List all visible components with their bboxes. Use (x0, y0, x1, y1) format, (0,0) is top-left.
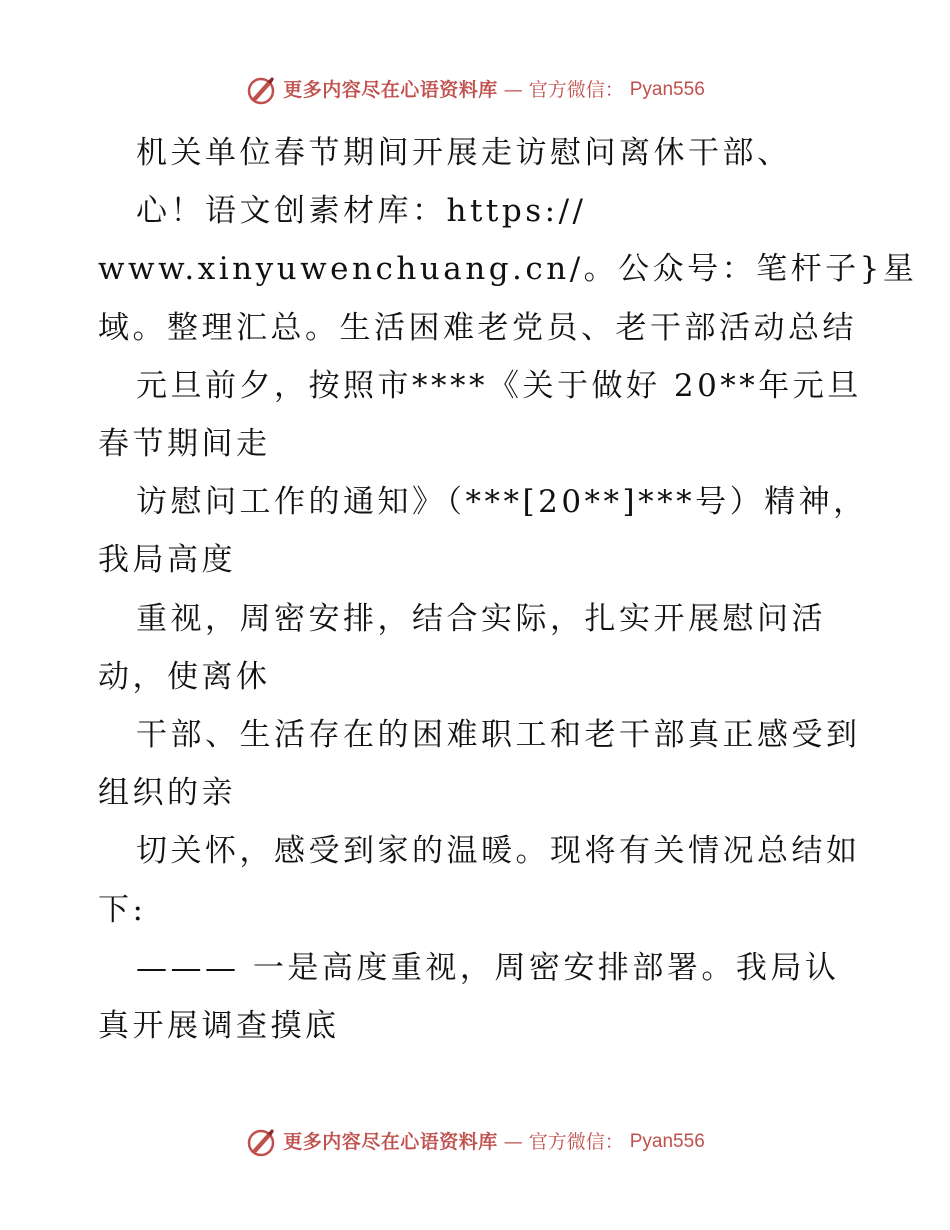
pen-logo-icon (245, 1126, 277, 1158)
text-line: 元旦前夕，按照市****《关于做好 20**年元旦 (136, 367, 862, 404)
text-line: www.xinyuwenchuang.cn/。公众号：笔杆子}星 (98, 251, 918, 288)
text-line: 切关怀，感受到家的温暖。现将有关情况总结如 (136, 833, 861, 870)
text-line: 心！语文创素材库：https:// (136, 193, 587, 230)
text-line: 真开展调查摸底 (98, 1008, 340, 1045)
watermark-sub-text: 官方微信： (528, 1131, 624, 1153)
header-watermark (0, 74, 950, 106)
text-line: 干部、生活存在的困难职工和老干部真正感受到 (136, 717, 861, 754)
watermark-sub-text: 官方微信： (528, 79, 624, 101)
watermark-dash: — (503, 1131, 523, 1153)
watermark-main-text: 更多内容尽在心语资料库 (283, 1131, 498, 1153)
text-line: 重视，周密安排，结合实际，扎实开展慰问活 (136, 600, 826, 637)
footer-watermark (0, 1126, 950, 1158)
watermark-wechat-id: Pyan556 (629, 79, 705, 100)
text-line: 春节期间走 (98, 426, 271, 463)
pen-logo-icon (245, 74, 277, 106)
text-line: 机关单位春节期间开展走访慰问离休干部、 (136, 135, 792, 171)
text-line: 域。整理汇总。生活困难老党员、老干部活动总结 (98, 309, 857, 346)
watermark-wechat-id: Pyan556 (629, 1131, 705, 1152)
text-line: 下: (98, 891, 147, 928)
document-body (98, 124, 918, 1055)
text-line: 访慰问工作的通知》（***[20**]***号）精神， (136, 484, 868, 521)
watermark-dash: — (503, 79, 523, 101)
text-line: 我局高度 (98, 542, 236, 579)
watermark-main-text: 更多内容尽在心语资料库 (283, 79, 498, 101)
text-line: ——— 一是高度重视，周密安排部署。我局认 (136, 949, 840, 986)
text-line: 组织的亲 (98, 775, 236, 812)
text-line: 动，使离休 (98, 658, 271, 695)
